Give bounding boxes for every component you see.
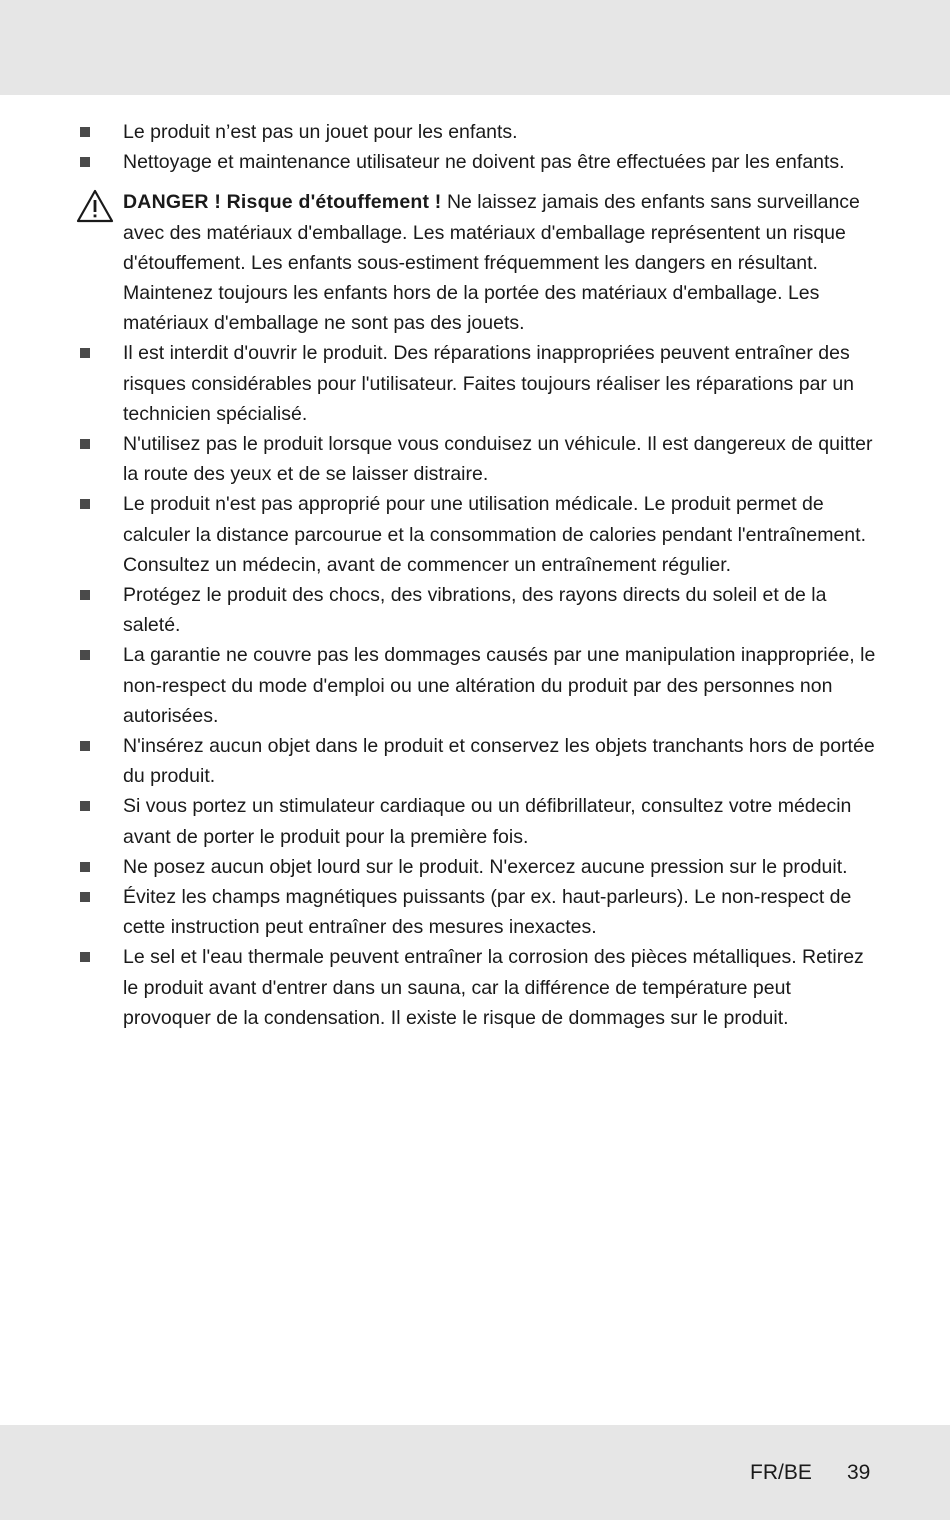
square-bullet-icon (80, 862, 90, 872)
list-item (0, 942, 950, 1033)
list-item-text: Nettoyage et maintenance utilisateur ne doivent pas être effectuées par les enfants. (123, 151, 845, 174)
list-item-text: Le sel et l'eau thermale peuvent entraîner la corrosion des pièces métalliques. Retirez le produit avant d'entrer dans un sauna, car la différence de température peut provoquer de la condensation. Il existe le risque de dommages sur le produit. (123, 946, 864, 1029)
list-item (0, 731, 950, 791)
page-number: 39 (847, 1461, 871, 1484)
danger-warning (0, 187, 950, 338)
square-bullet-icon (80, 741, 90, 751)
list-item-text: Évitez les champs magnétiques puissants (par ex. haut-parleurs). Le non-respect de cette instruction peut entraîner des mesures inexactes. (123, 886, 852, 939)
square-bullet-icon (80, 127, 90, 137)
danger-text: Ne laissez jamais des enfants sans surveillance avec des matériaux d'emballage. Les matériaux d'emballage représentent un risque d'étouffement. Les enfants sous-estiment fréquemment les dangers en résultant. Maintenez toujours les enfants hors de la portée des matériaux d'emballage. Les matériaux d'emballage ne sont pas des jouets. (123, 191, 860, 335)
list-item-text: N'utilisez pas le produit lorsque vous conduisez un véhicule. Il est dangereux de quitter la route des yeux et de se laisser distraire. (123, 433, 873, 486)
list-item-text: N'insérez aucun objet dans le produit et conservez les objets tranchants hors de portée du produit. (123, 735, 875, 788)
list-item (0, 147, 950, 177)
list-item-text: Si vous portez un stimulateur cardiaque ou un défibrillateur, consultez votre médecin avant de porter le produit pour la première fois. (123, 795, 852, 848)
list-item (0, 852, 950, 882)
square-bullet-icon (80, 157, 90, 167)
list-item (0, 580, 950, 640)
safety-instructions-list (0, 117, 950, 1033)
square-bullet-icon (80, 892, 90, 902)
square-bullet-icon (80, 499, 90, 509)
header-band (0, 0, 950, 95)
warning-triangle-icon (76, 189, 114, 223)
list-item-text: Ne posez aucun objet lourd sur le produit. N'exercez aucune pression sur le produit. (123, 855, 848, 878)
list-item (0, 640, 950, 731)
square-bullet-icon (80, 439, 90, 449)
list-item (0, 791, 950, 851)
square-bullet-icon (80, 650, 90, 660)
list-item-text: Protégez le produit des chocs, des vibrations, des rayons directs du soleil et de la saleté. (123, 584, 827, 637)
list-item (0, 882, 950, 942)
list-item-text: Il est interdit d'ouvrir le produit. Des réparations inappropriées peuvent entraîner des risques considérables pour l'utilisateur. Faites toujours réaliser les réparations par un technicien spécialisé. (123, 342, 855, 425)
list-item-text: Le produit n'est pas approprié pour une utilisation médicale. Le produit permet de calculer la distance parcourue et la consommation de calories pendant l'entraînement. Consultez un médecin, avant de commencer un entraînement régulier. (123, 493, 866, 576)
square-bullet-icon (80, 348, 90, 358)
list-item-text: La garantie ne couvre pas les dommages causés par une manipulation inappropriée, le non-respect du mode d'emploi ou une altération du produit par des personnes non autorisées. (123, 644, 876, 727)
list-item (0, 338, 950, 429)
list-item-text: Le produit n’est pas un jouet pour les enfants. (123, 121, 518, 143)
footer-language-code: FR/BE (750, 1461, 812, 1484)
square-bullet-icon (80, 801, 90, 811)
list-item (0, 489, 950, 580)
list-item (0, 117, 950, 147)
list-item (0, 429, 950, 489)
square-bullet-icon (80, 590, 90, 600)
danger-title: DANGER ! Risque d'étouffement ! (123, 191, 442, 214)
square-bullet-icon (80, 952, 90, 962)
